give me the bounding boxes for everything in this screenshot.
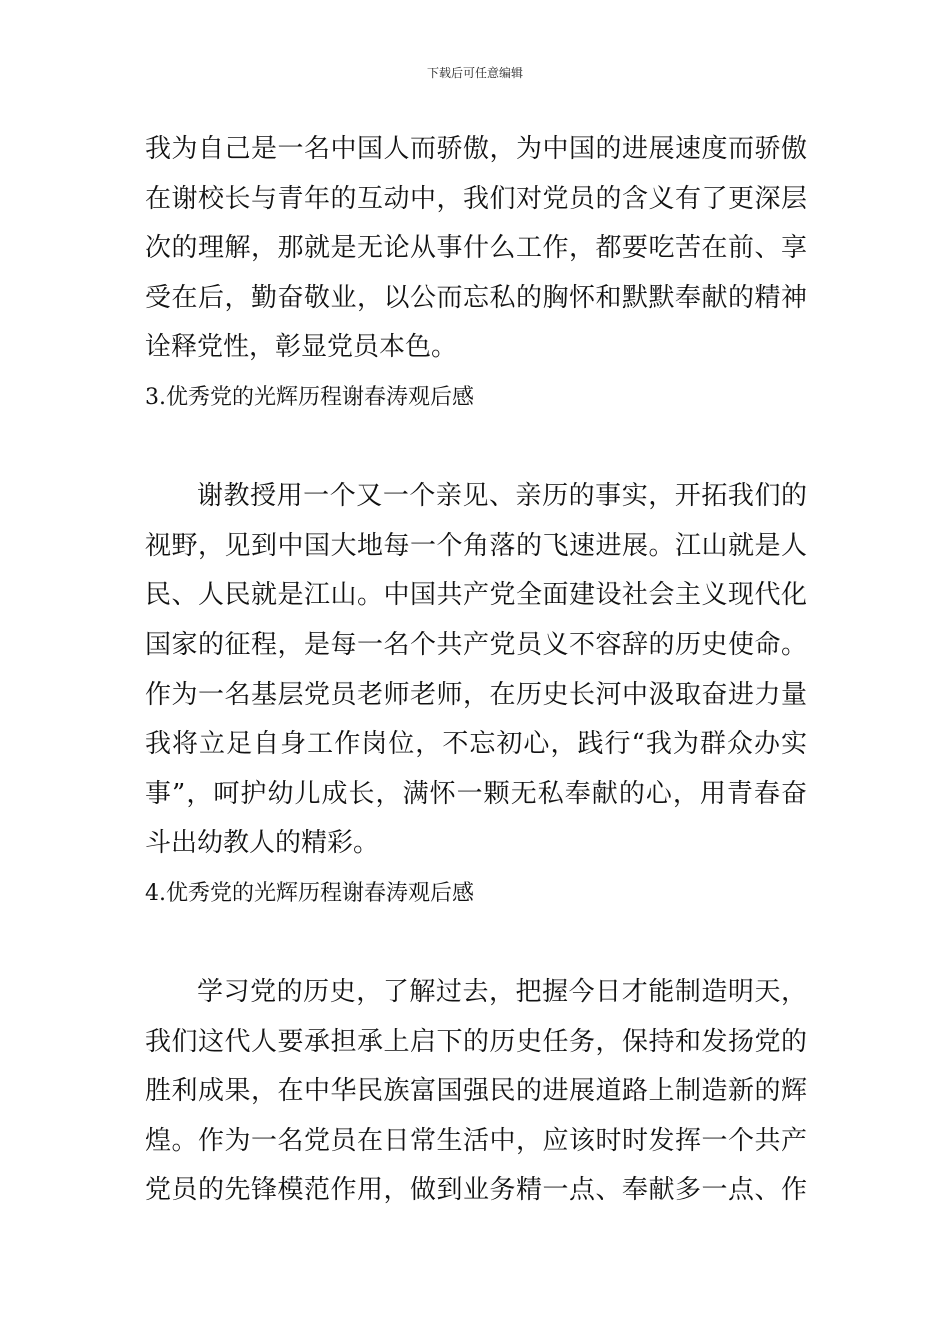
section-3 (145, 373, 807, 869)
text-line: 煌。作为一名党员在日常生活中，应该时时发挥一个共产 (145, 1125, 807, 1156)
blank-line (145, 919, 807, 969)
text-line: 视野，见到中国大地每一个角落的飞速进展。江山就是人 (145, 530, 807, 561)
text-line: 作为一名基层党员老师老师，在历史长河中汲取奋进力量 (145, 679, 807, 710)
text-line: 民、人民就是江山。中国共产党全面建设社会主义现代化 (145, 580, 807, 611)
text-line: 在谢校长与青年的互动中，我们对党员的含义有了更深层 (145, 183, 807, 214)
section-heading: 3.优秀党的光辉历程谢春涛观后感 (145, 384, 474, 410)
section-4 (145, 869, 807, 1216)
document-body (145, 125, 807, 1216)
text-line: 我将立足自身工作岗位，不忘初心，践行“我为群众办实 (145, 729, 807, 760)
text-line: 党员的先锋模范作用，做到业务精一点、奉献多一点、作 (145, 1175, 807, 1206)
text-line: 国家的征程，是每一名个共产党员义不容辞的历史使命。 (145, 629, 807, 660)
blank-line (145, 423, 807, 473)
text-line: 事”，呵护幼儿成长，满怀一颗无私奉献的心，用青春奋 (145, 778, 807, 809)
text-line: 我为自己是一名中国人而骄傲，为中国的进展速度而骄傲 (145, 134, 807, 164)
page-header: 下载后可任意编辑 (426, 66, 523, 80)
paragraph-block-1 (145, 125, 807, 373)
text-line: 次的理解，那就是无论从事什么工作，都要吃苦在前、享 (145, 233, 807, 264)
text-line: 斗出幼教人的精彩。 (145, 828, 380, 859)
text-line: 我们这代人要承担承上启下的历史任务，保持和发扬党的 (145, 1026, 807, 1057)
text-line: 诠释党性，彰显党员本色。 (145, 332, 458, 363)
section-heading: 4.优秀党的光辉历程谢春涛观后感 (145, 880, 474, 906)
text-line: 谢教授用一个又一个亲见、亲历的事实，开拓我们的 (197, 481, 807, 512)
text-line: 胜利成果，在中华民族富国强民的进展道路上制造新的辉 (145, 1076, 807, 1107)
text-line: 学习党的历史，了解过去，把握今日才能制造明天， (197, 977, 807, 1008)
text-line: 受在后，勤奋敬业，以公而忘私的胸怀和默默奉献的精神 (145, 282, 807, 313)
